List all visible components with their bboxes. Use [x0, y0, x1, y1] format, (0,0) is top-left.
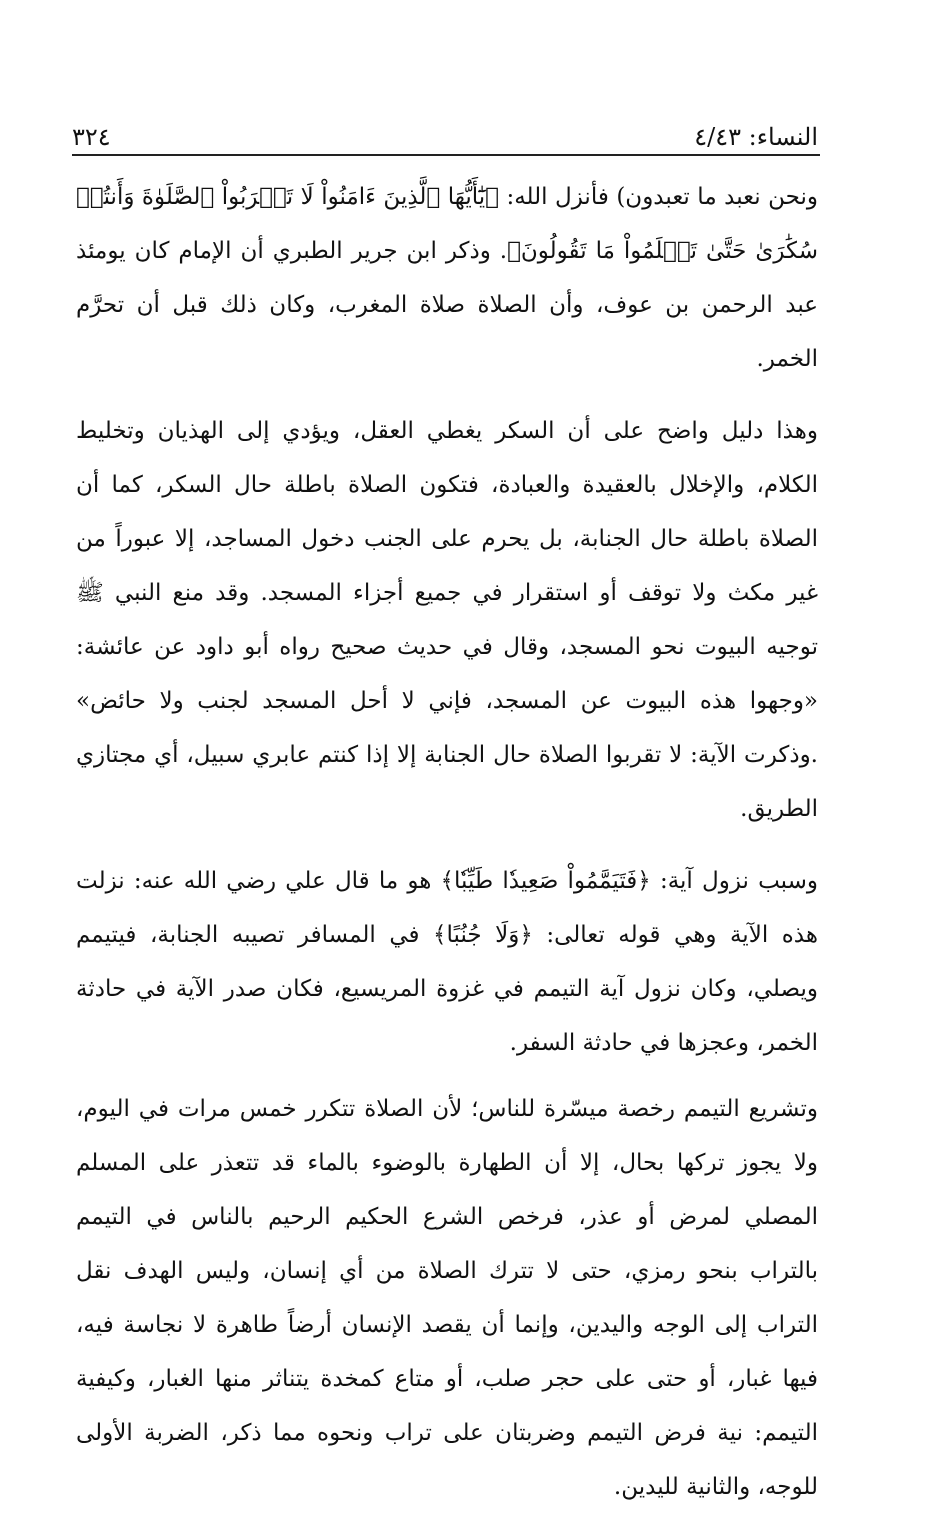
page-number: ٣٢٤: [72, 123, 111, 151]
paragraph-1: [76, 170, 818, 386]
paragraph-1-rest: . وذكر ابن جرير الطبري أن الإمام كان يومئذ عبد الرحمن بن عوف، وأن الصلاة صلاة المغرب، وكان ذلك قبل أن تحرَّم الخمر.: [76, 238, 818, 372]
paragraph-3-rest: في المسافر تصيبه الجنابة، فيتيمم ويصلي، وكان نزول آية التيمم في غزوة المريسيع، فكان صدر الآية في حادثة الخمر، وعجزها في حادثة السفر.: [76, 922, 818, 1056]
paragraph-3-intro: وسبب نزول آية:: [650, 868, 818, 894]
quran-verse: ﴿يَٰٓأَيُّهَا ٱلَّذِينَ ءَامَنُواْ لَا تَقۡرَبُواْ ٱلصَّلَوٰةَ وَأَنتُمۡ سُكَٰرَىٰ حَتَّىٰ تَعۡلَمُواْ مَا تَقُولُونَ﴾: [76, 184, 818, 264]
header-divider: [72, 154, 820, 156]
paragraph-3-middle: هو ما قال علي رضي الله عنه: نزلت هذه الآية وهي قوله تعالى:: [76, 868, 818, 948]
main-text: [76, 170, 818, 1532]
paragraph-1-intro: ونحن نعبد ما تعبدون) فأنزل الله:: [498, 184, 818, 210]
quran-verse: ﴿فَتَيَمَّمُواْ صَعِيدٗا طَيِّبٗا﴾: [440, 868, 651, 894]
paragraph-3: [76, 854, 818, 1070]
paragraph-4: وتشريع التيمم رخصة ميسّرة للناس؛ لأن الصلاة تتكرر خمس مرات في اليوم، ولا يجوز تركها بحال، إلا أن الطهارة بالوضوء بالماء قد تتعذر على المسلم المصلي لمرض أو عذر، فرخص الشرع الحكيم الرحيم بالناس في التيمم بالتراب بنحو رمزي، حتى لا تترك الصلاة من أي إنسان، وليس الهدف نقل التراب إلى الوجه واليدين، وإنما أن يقصد الإنسان أرضاً طاهرة لا نجاسة فيه، فيها غبار، أو حتى على حجر صلب، أو متاع كمخدة يتناثر منها الغبار، وكيفية التيمم: نية فرض التيمم وضربتان على تراب ونحوه مما ذكر، الضربة الأولى للوجه، والثانية لليدين.: [76, 1096, 818, 1500]
running-header: [72, 112, 818, 152]
surah-reference: النساء: ٤/٤٣: [694, 123, 818, 151]
quran-verse: ﴿وَلَا جُنُبًا﴾: [433, 922, 533, 948]
paragraph-2: وهذا دليل واضح على أن السكر يغطي العقل، ويؤدي إلى الهذيان وتخليط الكلام، والإخلال بالعقيدة والعبادة، فتكون الصلاة باطلة حال السكر، كما أن الصلاة باطلة حال الجنابة، بل يحرم على الجنب دخول المساجد، إلا عبوراً من غير مكث ولا توقف أو استقرار في جميع أجزاء المسجد. وقد منع النبي ﷺ توجيه البيوت نحو المسجد، وقال في حديث صحيح رواه أبو داود عن عائشة: «وجهوا هذه البيوت عن المسجد، فإني لا أحل المسجد لجنب ولا حائض» .وذكرت الآية: لا تقربوا الصلاة حال الجنابة إلا إذا كنتم عابري سبيل، أي مجتازي الطريق.: [76, 418, 818, 822]
